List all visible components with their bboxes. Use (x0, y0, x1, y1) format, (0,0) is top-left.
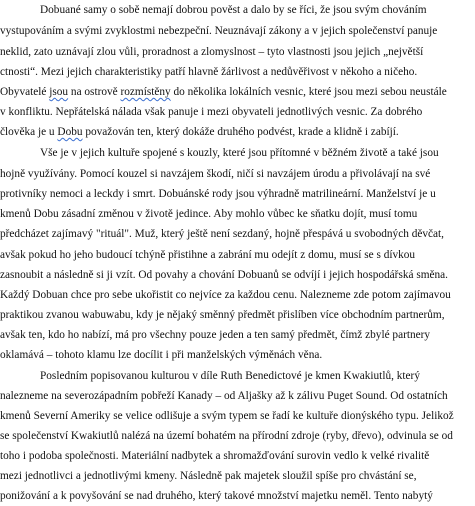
text-line: oklamává – tohoto klamu lze docílit i při manželských výměnách věna. (0, 349, 323, 361)
text-line: ctnosti“. Mezi jejich charakteristiky patří hlavně žárlivost a nedůvěřivost v někoho a ničeho. (0, 66, 418, 78)
text-line: Vše je v jejich kultuře spojené s kouzly, které jsou přítomné v běžném životě a také jsou (40, 147, 439, 159)
text-line (0, 82, 475, 102)
text-line: hojně využívány. Pomocí kouzel si navzájem škodí, ničí si navzájem úrodu a přivolávají na své (0, 168, 431, 180)
text-line: ponižování a k povyšování se nad druhého, který takové množství majetku neměl. Tento nabytý (0, 490, 433, 502)
text-segment: považován ten, který dokáže druhého podvést, krade a klidně i zabíjí. (82, 126, 399, 138)
spellcheck-flagged-word[interactable]: rozmístěny (120, 86, 171, 98)
text-line: kmenů Severní Ameriky se velice odlišuje a svým typem se řadí ke kultuře dionýského typu. Jelikož (0, 410, 454, 422)
text-line: nalezneme na severozápadním pobřeží Kanady – od Aljašky až k zálivu Puget Sound. Od ostatních (0, 390, 448, 402)
text-segment: do několika lokálních vesnic, které jsou mezi sebou neustále (170, 86, 447, 98)
text-line: v konfliktu. Nepřátelská nálada však panuje i mezi obyvateli jednotlivých vesnic. Za dobrého (0, 106, 423, 118)
spellcheck-flagged-word[interactable]: jsou (49, 86, 69, 98)
text-line: se společenství Kwakiutlů nalézá na území bohatém na přírodní zdroje (ryby, dřevo), odvinula se od (0, 430, 453, 442)
text-line: zasnoubit a následně si ji vzít. Od povahy a chování Dobuanů se odvíjí i jejich hospodářská směna. (0, 269, 449, 281)
text-line: avšak pokud ho jeho budoucí tchýně přistihne a zabrání mu odejít z domu, musí se s dívkou (0, 249, 416, 261)
text-line (0, 122, 475, 142)
text-line: vystupováním a svými zvyklostmi nebezpeční. Neuznávají zákony a v jejich společenství panuje (0, 25, 438, 37)
text-line: Dobuané samy o sobě nemají dobrou pověst a dalo by se říci, že jsou svým chováním (40, 4, 427, 16)
text-line: toho i podoba společnosti. Materiální nadbytek a shromažďování surovin vedlo k velké rivalitě (0, 450, 430, 462)
text-line: Každý Dobuan chce pro sebe ukořistit co nejvíce za každou cenu. Nalezneme zde potom zajímavou (0, 289, 451, 301)
text-line: neklid, zato uznávají zlou vůli, proradnost a zlomyslnost – tyto vlastnosti jsou jejich „největší (0, 46, 424, 58)
text-line: praktikou zvanou wabuwabu, kdy je nějaký směnný předmět přislíben více obchodním partnerům, (0, 309, 445, 321)
text-line: předcházet zajímavý "rituál". Muž, který ještě není sezdaný, hojně přespává u svobodných děvčat, (0, 228, 444, 240)
text-line: avšak ten, kdo ho nabízí, má pro všechny pouze jeden a ten samý předmět, čímž zbylé partnery (0, 329, 431, 341)
text-line: Posledním popisovanou kulturou v díle Ruth Benedictové je kmen Kwakiutlů, který (40, 370, 420, 382)
text-line: mezi jednotlivci a jednotlivými kmeny. Následně pak majetek sloužil spíše pro chvástání se, (0, 470, 417, 482)
text-segment: na ostrově (68, 86, 121, 98)
text-line: protivníky nemoci a leckdy i smrt. Dobuánské rody jsou výhradně matrilineární. Manželství je u (0, 188, 436, 200)
text-segment: člověka je u (0, 126, 58, 138)
text-segment: Obyvatelé (0, 86, 50, 98)
spellcheck-flagged-word[interactable]: Dobu (57, 126, 83, 138)
text-line: kmenů Dobu zásadní změnou v životě jedince. Aby mohlo vůbec ke sňatku dojít, musí tomu (0, 208, 418, 220)
